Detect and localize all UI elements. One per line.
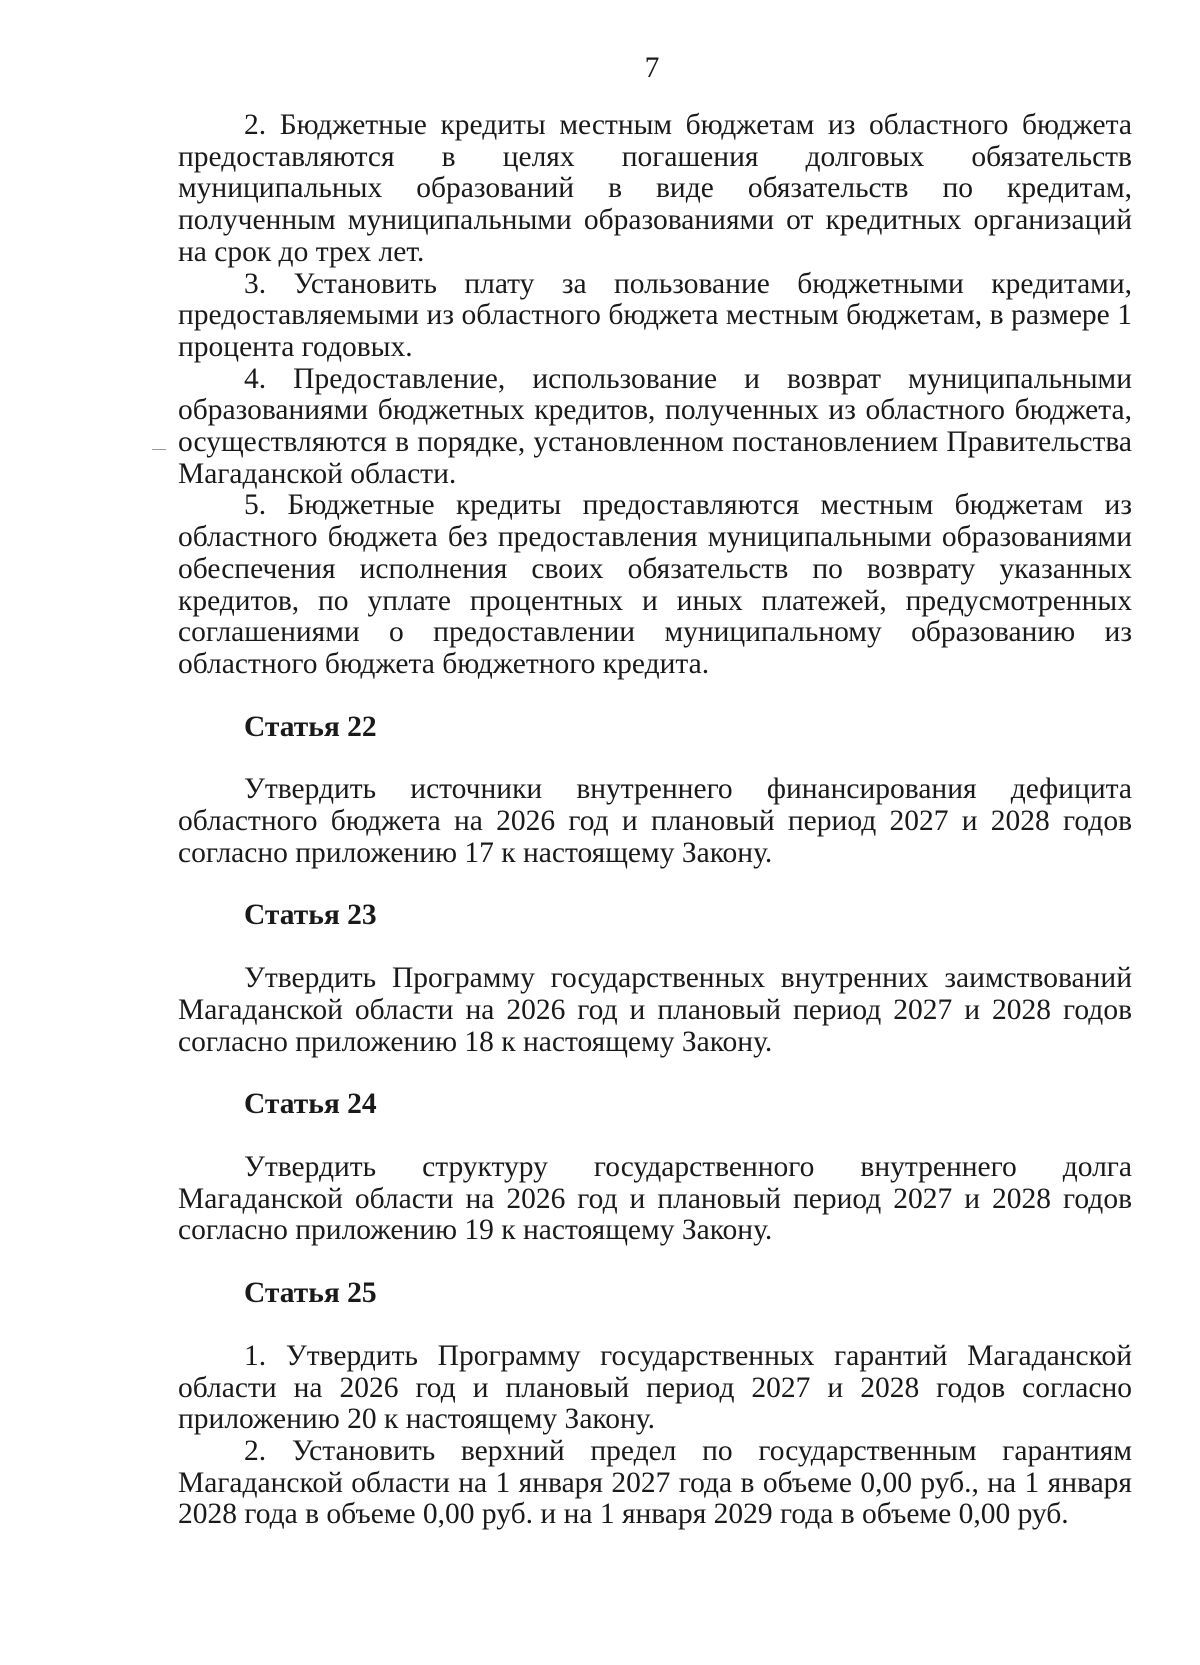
article21-paragraph-5: 5. Бюджетные кредиты предоставляются местным бюджетам из областного бюджета без предоставления муниципальными образованиями обеспечения исполнения своих обязательств по возврату указанных кредитов, по уплате процентных и иных платежей, предусмотренных соглашениями о предоставлении муниципальному образованию из областного бюджета бюджетного кредита. <box>178 489 1132 680</box>
page-number: 7 <box>644 52 660 84</box>
document-body <box>178 110 1132 1531</box>
article21-paragraph-2: 2. Бюджетные кредиты местным бюджетам из областного бюджета предоставляются в целях погашения долговых обязательств муниципальных образований в виде обязательств по кредитам, полученным муниципальными образованиями от кредитных организаций на срок до трех лет. <box>178 109 1132 268</box>
article21-paragraph-4: 4. Предоставление, использование и возврат муниципальными образованиями бюджетных кредитов, полученных из областного бюджета, осуществляются в порядке, установленном постановлением Правительства Магаданской области. <box>178 362 1132 490</box>
article23-text: Утвердить Программу государственных внутренних заимствований Магаданской области на 2026 год и плановый период 2027 и 2028 годов согласно приложению 18 к настоящему Закону. <box>178 962 1132 1058</box>
article23-heading: Статья 23 <box>244 899 377 932</box>
article22-heading: Статья 22 <box>244 710 377 743</box>
margin-mark <box>152 449 166 450</box>
article22-text: Утвердить источники внутреннего финансирования дефицита областного бюджета на 2026 год и плановый период 2027 и 2028 годов согласно приложению 17 к настоящему Закону. <box>178 773 1132 869</box>
article25-paragraph-1: 1. Утвердить Программу государственных гарантий Магаданской области на 2026 год и плановый период 2027 и 2028 годов согласно приложению 20 к настоящему Закону. <box>178 1339 1132 1436</box>
article25-paragraph-2: 2. Установить верхний предел по государственным гарантиям Магаданской области на 1 января 2027 года в объеме 0,00 руб., на 1 января 2028 года в объеме 0,00 руб. и на 1 января 2029 года в объеме 0,00 руб. <box>178 1434 1132 1531</box>
article24-text: Утвердить структуру государственного внутреннего долга Магаданской области на 2026 год и плановый период 2027 и 2028 годов согласно приложению 19 к настоящему Закону. <box>178 1150 1132 1247</box>
article24-heading: Статья 24 <box>244 1088 377 1121</box>
article25-heading: Статья 25 <box>244 1277 377 1310</box>
article21-paragraph-3: 3. Установить плату за пользование бюджетными кредитами, предоставляемыми из областного бюджета местным бюджетам, в размере 1 процента годовых. <box>178 267 1132 363</box>
